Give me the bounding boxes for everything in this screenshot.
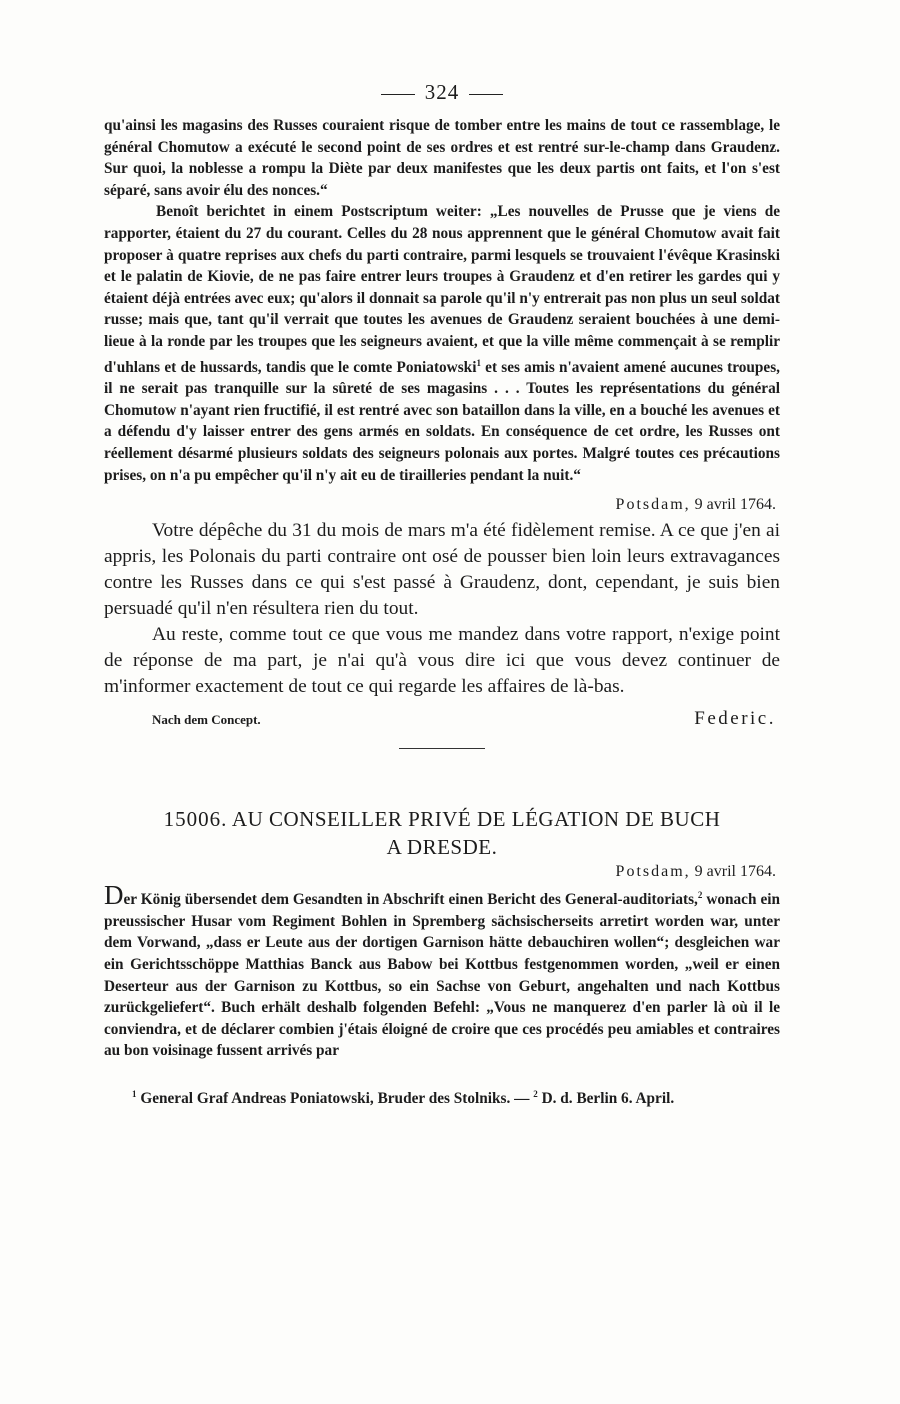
letter2-heading xyxy=(104,805,780,861)
footnote-2-mark: 2 xyxy=(533,1089,538,1100)
signature: Federic. xyxy=(694,708,776,730)
letter2-place: Potsdam, xyxy=(615,863,691,881)
letter-number: 15006. xyxy=(163,807,228,832)
letter1-closing xyxy=(104,708,780,730)
footnotes xyxy=(104,1084,780,1110)
letter1-date: 9 avril 1764. xyxy=(694,496,776,514)
letter1-paragraph-1: Votre dépêche du 31 du mois de mars m'a été fidèlement remise. A ce que j'en ai appris, les Polonais du parti contraire ont osé de pousser bien loin leurs extravagances contre les Russes dans ce qui s'est passé à Graudenz, dont, cependant, je suis bien persuadé qu'il n'en résultera rien du tout. xyxy=(104,520,780,620)
document-page xyxy=(104,80,780,1110)
source-note: Nach dem Concept. xyxy=(152,712,261,728)
letter2-text-part-b: wonach ein preussischer Husar vom Regiment Bohlen in Spremberg sächsischerseits arretirt worden war, unter dem Vorwand, „dass er Leute aus der dortigen Garnison hätte debauchiren wollen“; desgleichen war ein Gerichtsschöppe Matthias Banck aus Babow bei Kottbus festgenommen worden, „weil er einen Deserteur aus der Garnison zu Kottbus, so ein Sachse von Geburt, angehalten und nach Kottbus zurückgeliefert“. Buch erhält deshalb folgenden Befehl: „Vous ne manquerez d'en parler là où il le conviendra, et de déclarer combien j'étais éloigné de croire que ces procédés peu amiables et contraires au bon voisinage fussent arrivés par xyxy=(104,891,780,1060)
letter1-dateline xyxy=(104,496,776,514)
letter2-body xyxy=(104,880,780,1062)
footnote-1-text: General Graf Andreas Poniatowski, Bruder des Stolniks. — xyxy=(136,1090,534,1108)
header-rule-right xyxy=(469,94,503,95)
page-number: 324 xyxy=(424,80,460,104)
report-paragraph-1: qu'ainsi les magasins des Russes couraient risque de tomber entre les mains de tout ce rassemblage, le général Chomutow a exécuté le second point de ses ordres et est rentré sur-le-champ dans Graudenz. Sur quoi, la noblesse a rompu la Diète par deux manifestes que les deux partis ont faits, et l'on s'est séparé, sans avoir élu des nonces.“ xyxy=(104,117,780,199)
letter2-text-part-a: er König übersendet dem Gesandten in Abschrift einen Bericht des General-auditoriats, xyxy=(123,891,698,909)
letter2-paragraph xyxy=(104,880,780,1062)
letter2-title-line-2: A DRESDE. xyxy=(386,835,498,860)
report-paragraph-2 xyxy=(104,201,780,486)
letter2-date: 9 avril 1764. xyxy=(694,863,776,881)
report-paragraph-2-part-b: et ses amis n'avaient amené aucunes troupes, il ne serait pas tranquille sur la sûreté de ses magasins . . . Toutes les représentations du général Chomutow n'ayant rien fructifié, il est rentré avec son bataillon dans la ville, en a bouché les avenues et a défendu d'y laisser entrer des gens armés en soldats. En conséquence de cet ordre, les Russes ont réellement désarmé plusieurs soldats des seigneurs polonais aux portes. Malgré toutes ces précautions prises, on n'a pu empêcher qu'il n'y ait eu de tirailleries pendant la nuit.“ xyxy=(104,358,780,484)
drop-cap: D xyxy=(104,880,124,911)
page-header xyxy=(104,80,780,105)
letter2-title-line-1: AU CONSEILLER PRIVÉ DE LÉGATION DE BUCH xyxy=(231,807,721,832)
footnote-2-text: D. d. Berlin 6. April. xyxy=(537,1090,675,1108)
letter2-dateline xyxy=(104,863,776,881)
footnote-reference-2: 2 xyxy=(697,890,703,901)
header-rule-left xyxy=(381,94,415,95)
letter1-paragraph-2: Au reste, comme tout ce que vous me mandez dans votre rapport, n'exige point de réponse de ma part, je n'ai qu'à vous dire ici que vous devez continuer de m'informer exactement de tout ce qui regarde les affaires de là-bas. xyxy=(104,624,780,698)
report-paragraph-2-part-a: Benoît berichtet in einem Postscriptum weiter: „Les nouvelles de Prusse que je viens de rapporter, étaient du 27 du courant. Celles du 28 nous apprennent que le général Chomutow avait fait proposer à quatre reprises aux chefs du parti contraire, parmi lesquels se trouvaient l'évêque Krasinski et le palatin de Kiovie, de ne pas faire entrer leurs troupes à Graudenz et d'en retirer les gardes qui y étaient déjà entrées avec eux; qu'alors il donnait sa parole qu'il n'y entrerait pas non plus un seul soldat russe; mais que, tant qu'il verrait que toutes les avenues de Graudenz seraient bouchées à une demi-lieue à la ronde par les troupes que les seigneurs avaient, et que la ville même commençait à se remplir d'uhlans et de hussards, tandis que le comte Poniatowski xyxy=(104,203,780,376)
section-divider xyxy=(399,748,485,749)
letter1-body xyxy=(104,518,780,700)
report-quotation xyxy=(104,115,780,486)
letter1-place: Potsdam, xyxy=(615,496,691,514)
footnote-1-mark: 1 xyxy=(132,1089,137,1100)
footnote-reference-1: 1 xyxy=(476,357,481,368)
letter2-heading-line-1 xyxy=(104,805,780,833)
